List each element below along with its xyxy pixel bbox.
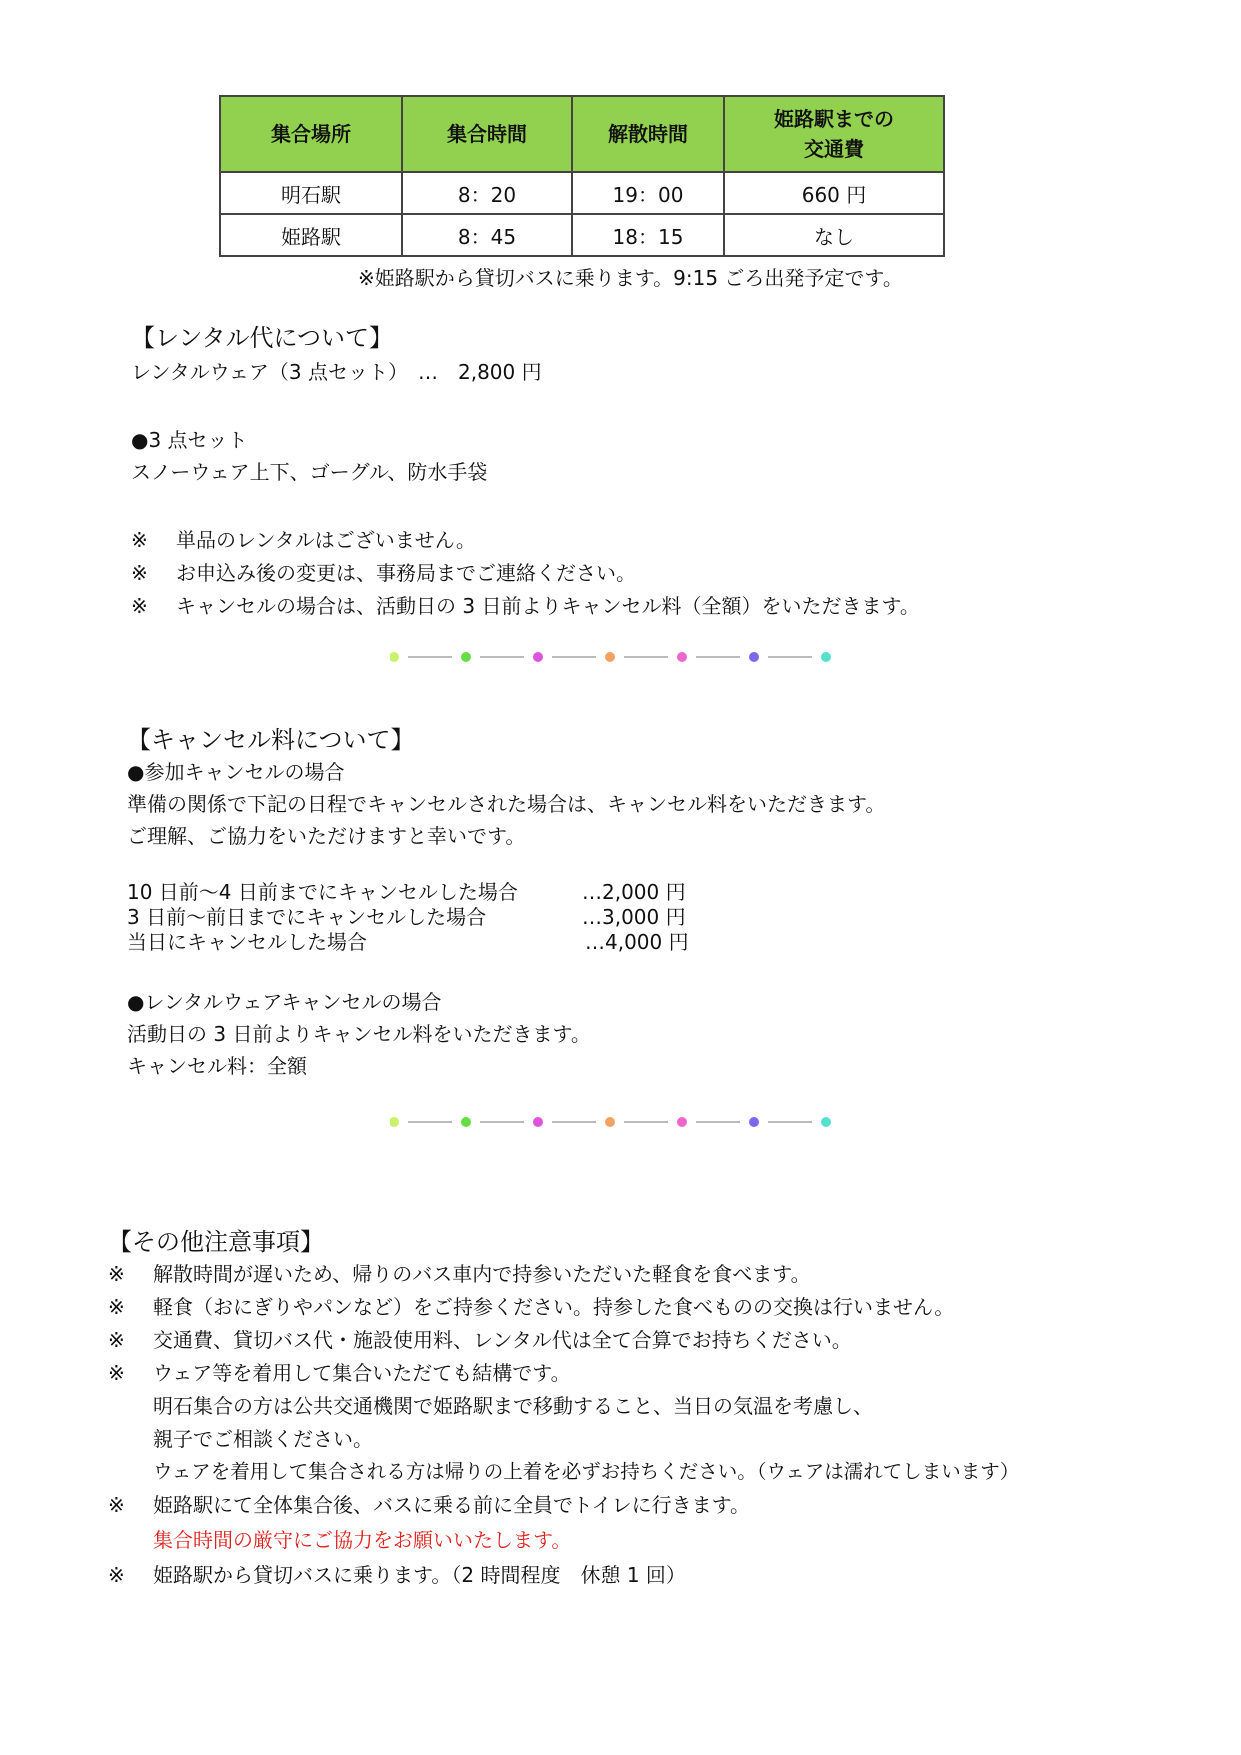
note-mark: ※ [108,1563,125,1587]
note-mark: ※ [108,1295,125,1319]
other-note [108,1258,811,1290]
note-mark: ※ [108,1493,125,1517]
other-note [108,1357,571,1389]
note-text: ウェア等を着用して集合いただても結構です。 [153,1361,571,1385]
cancel-sub-heading: ●参加キャンセルの場合 [127,760,345,784]
note-mark: ※ [131,594,148,618]
other-note [108,1559,686,1591]
fee-amount: …3,000 円 [582,905,686,929]
fee-amount: …4,000 円 [585,930,689,954]
header-fare [724,96,944,172]
table-row [220,214,944,256]
note-text: 姫路駅にて全体集合後、バスに乗る前に全員でトイレに行きます。 [153,1493,750,1517]
schedule-note: ※姫路駅から貸切バスに乗ります。9:15 ごろ出発予定です。 [358,266,903,290]
cell-place: 明石駅 [220,172,402,214]
divider-dot [749,652,759,662]
other-heading: 【その他注意事項】 [108,1228,324,1256]
header-fare-line1: 姫路駅までの [774,107,894,131]
other-note [108,1489,750,1521]
other-note-continuation: ウェアを着用して集合される方は帰りの上着を必ずお持ちください。（ウェアは濡れてしまいます） [153,1460,1020,1483]
cancel-heading: 【キャンセル料について】 [127,726,415,754]
note-text: お申込み後の変更は、事務局までご連絡ください。 [176,561,636,585]
divider-dot [533,1117,543,1127]
divider-dots [390,1117,831,1127]
header-fare-line2: 交通費 [804,137,864,161]
other-note [108,1291,954,1323]
note-text: キャンセルの場合は、活動日の 3 日前よりキャンセル料（全額）をいただきます。 [176,594,920,618]
divider-dot [533,652,543,662]
rental-note [131,524,476,556]
cancel-text: 準備の関係で下記の日程でキャンセルされた場合は、キャンセル料をいただきます。 [127,792,886,816]
divider-dot [461,1117,471,1127]
rental-price-line: レンタルウェア（3 点セット） … 2,800 円 [131,360,542,384]
fee-row [127,880,727,905]
table-row [220,172,944,214]
fee-row [127,930,727,955]
divider-dot [605,1117,615,1127]
divider-dot [821,652,831,662]
divider-dot [749,1117,759,1127]
header-meet-time: 集合時間 [402,96,572,172]
divider-dot [461,652,471,662]
note-text: 軽食（おにぎりやパンなど）をご持参ください。持参した食べものの交換は行いません。 [153,1295,955,1319]
dot-divider [390,650,840,664]
cell-meet-time: 8：20 [402,172,572,214]
fee-row [127,905,727,930]
fee-label: 3 日前～前日までにキャンセルした場合 [127,905,487,929]
divider-dot [390,652,399,662]
cancel-text: ご理解、ご協力をいただけますと幸いです。 [127,824,526,848]
note-mark: ※ [131,561,148,585]
note-text: 解散時間が遅いため、帰りのバス車内で持参いただいた軽食を食べます。 [153,1262,811,1286]
dot-divider [390,1115,840,1129]
table-header-row [220,96,944,172]
rental-note [131,557,636,589]
note-mark: ※ [108,1262,125,1286]
cell-meet-time: 8：45 [402,214,572,256]
divider-dot [821,1117,831,1127]
cancel-text: キャンセル料：全額 [127,1054,307,1078]
divider-dot [677,1117,687,1127]
rental-note [131,590,920,622]
note-mark: ※ [108,1361,125,1385]
cancel-fee-list [127,880,727,955]
fee-label: 当日にキャンセルした場合 [127,930,367,954]
cell-place: 姫路駅 [220,214,402,256]
cell-end-time: 18：15 [572,214,724,256]
divider-dot [677,652,687,662]
divider-dots [390,652,831,662]
header-place: 集合場所 [220,96,402,172]
divider-dot [605,652,615,662]
divider-dot [390,1117,399,1127]
rental-heading: 【レンタル代について】 [131,324,393,352]
header-end-time: 解散時間 [572,96,724,172]
fee-label: 10 日前～4 日前までにキャンセルした場合 [127,880,518,904]
cancel-sub-heading: ●レンタルウェアキャンセルの場合 [127,990,442,1014]
note-mark: ※ [131,528,148,552]
fee-amount: …2,000 円 [582,880,686,904]
other-note-emphasis: 集合時間の厳守にご協力をお願いいたします。 [153,1528,572,1552]
cancel-text: 活動日の 3 日前よりキャンセル料をいただきます。 [127,1022,591,1046]
rental-set-heading: ●3 点セット [131,428,248,452]
other-note-continuation: 親子でご相談ください。 [153,1427,373,1451]
other-note-continuation: 明石集合の方は公共交通機関で姫路駅まで移動すること、当日の気温を考慮し、 [153,1394,873,1418]
cell-fare: 660 円 [724,172,944,214]
cell-fare: なし [724,214,944,256]
note-mark: ※ [108,1328,125,1352]
schedule-table [219,95,945,257]
note-text: 単品のレンタルはございません。 [176,528,476,552]
note-text: 交通費、貸切バス代・施設使用料、レンタル代は全て合算でお持ちください。 [153,1328,852,1352]
other-note [108,1324,852,1356]
cell-end-time: 19：00 [572,172,724,214]
note-text: 姫路駅から貸切バスに乗ります。（2 時間程度 休憩 1 回） [153,1563,686,1587]
rental-set-items: スノーウェア上下、ゴーグル、防水手袋 [131,460,488,484]
